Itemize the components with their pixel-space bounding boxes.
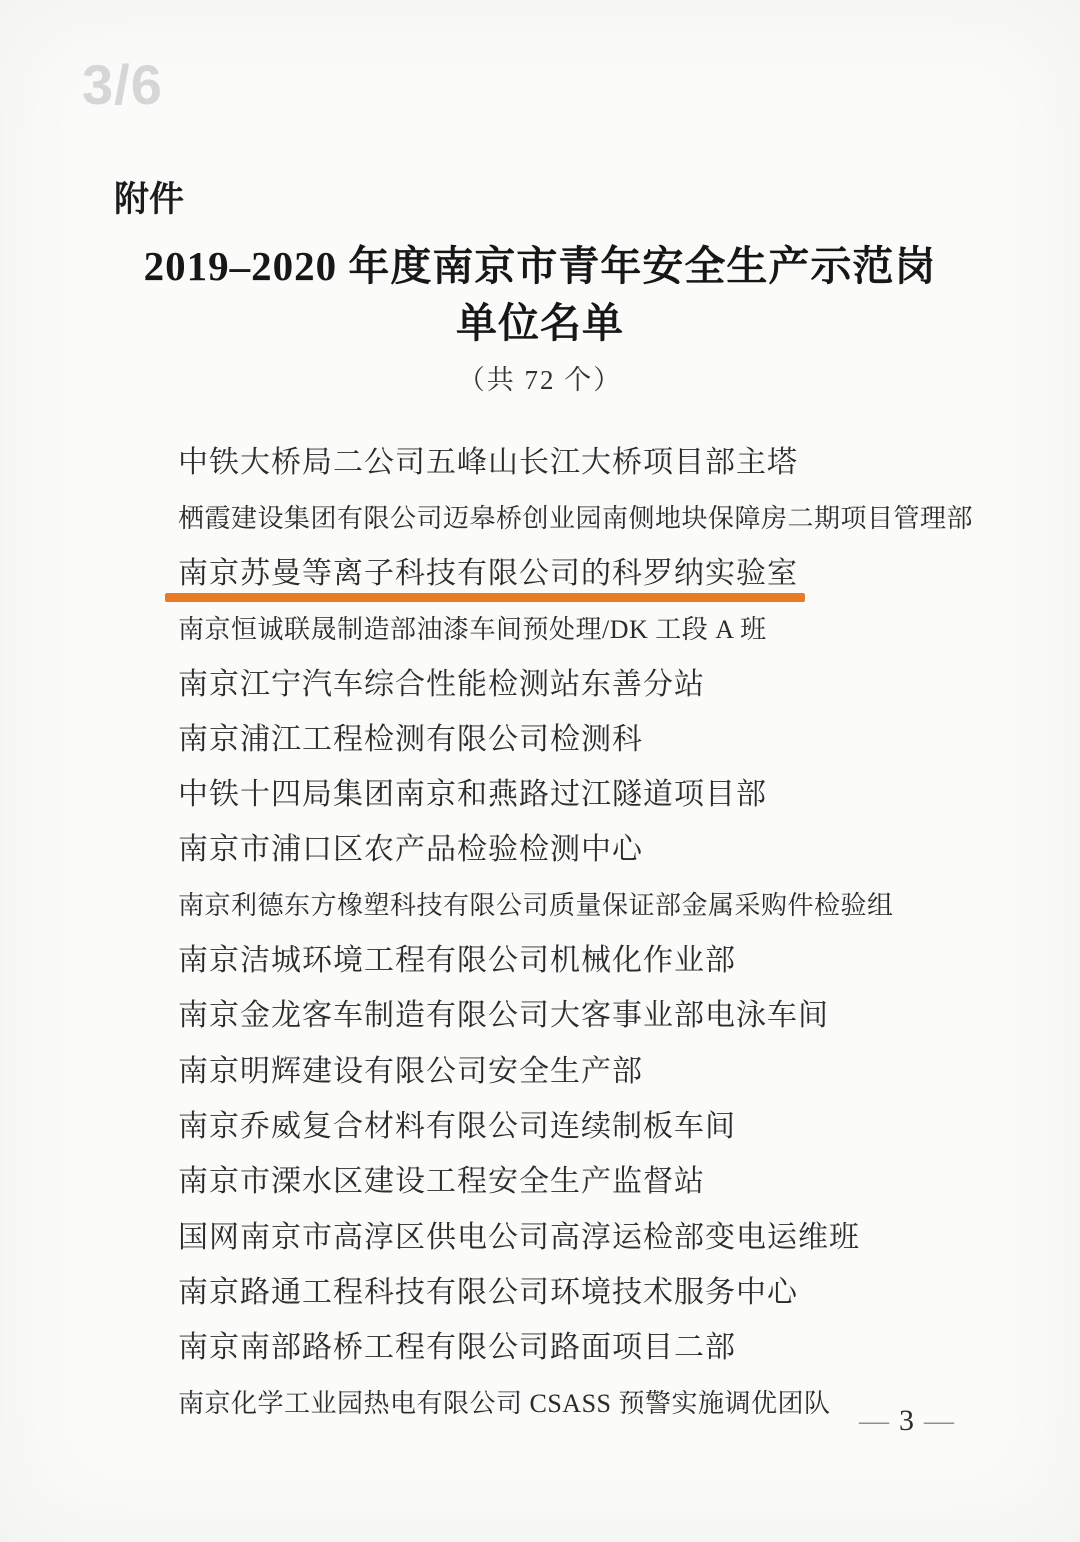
attachment-label: 附件 [114,180,185,219]
page-number-value: 3 [899,1404,914,1437]
unit-name: 南京恒诚联晟制造部油漆车间预处理/DK 工段 A 班 [178,614,767,644]
unit-count-note: （共 72 个） [457,365,623,395]
list-item [178,436,1020,491]
unit-name: 南京市溧水区建设工程安全生产监督站 [178,1165,705,1199]
list-item [178,934,1020,989]
unit-name: 南京金龙客车制造有限公司大客事业部电泳车间 [178,999,829,1033]
title-line-2: 单位名单 [456,300,624,346]
unit-name: 南京江宁汽车综合性能检测站东善分站 [178,667,705,701]
unit-name: 南京浦江工程检测有限公司检测科 [178,722,643,756]
list-item [178,602,1020,657]
unit-name: 南京路通工程科技有限公司环境技术服务中心 [178,1275,798,1309]
list-item [178,491,1020,546]
list-item [178,1210,1020,1265]
title-line-1: 2019–2020 年度南京市青年安全生产示范岗 [143,243,937,289]
unit-name: 南京乔威复合材料有限公司连续制板车间 [178,1109,736,1143]
page-number-dash-left: — [859,1404,889,1437]
list-item [178,989,1020,1044]
list-item [178,1155,1020,1210]
list-item [178,823,1020,878]
unit-name: 栖霞建设集团有限公司迈皋桥创业园南侧地块保障房二期项目管理部 [178,504,974,533]
list-item [178,1321,1020,1376]
unit-name: 南京明辉建设有限公司安全生产部 [178,1054,643,1088]
list-item [178,547,1020,602]
list-item [178,878,1020,933]
unit-list [178,436,1020,1431]
unit-name: 中铁十四局集团南京和燕路过江隧道项目部 [178,778,767,812]
unit-name: 南京南部路桥工程有限公司路面项目二部 [178,1331,736,1365]
list-item [178,1044,1020,1099]
unit-name: 南京洁城环境工程有限公司机械化作业部 [178,944,736,978]
list-item [178,657,1020,712]
page-indicator: 3/6 [82,53,163,116]
unit-name: 南京市浦口区农产品检验检测中心 [178,833,643,867]
unit-name: 中铁大桥局二公司五峰山长江大桥项目部主塔 [178,446,798,480]
unit-name: 国网南京市高淳区供电公司高淳运检部变电运维班 [178,1220,860,1254]
document-title [0,238,1080,352]
list-item [178,768,1020,823]
page-number [849,1404,964,1438]
list-item [178,1100,1020,1155]
unit-name: 南京利德东方橡塑科技有限公司质量保证部金属采购件检验组 [178,891,894,921]
page-number-dash-right: — [924,1404,954,1437]
list-item [178,712,1020,767]
highlight-underline [165,593,805,602]
unit-name: 南京化学工业园热电有限公司 CSASS 预警实施调优团队 [178,1388,831,1418]
list-item [178,1265,1020,1320]
unit-name: 南京苏曼等离子科技有限公司的科罗纳实验室 [178,557,798,592]
